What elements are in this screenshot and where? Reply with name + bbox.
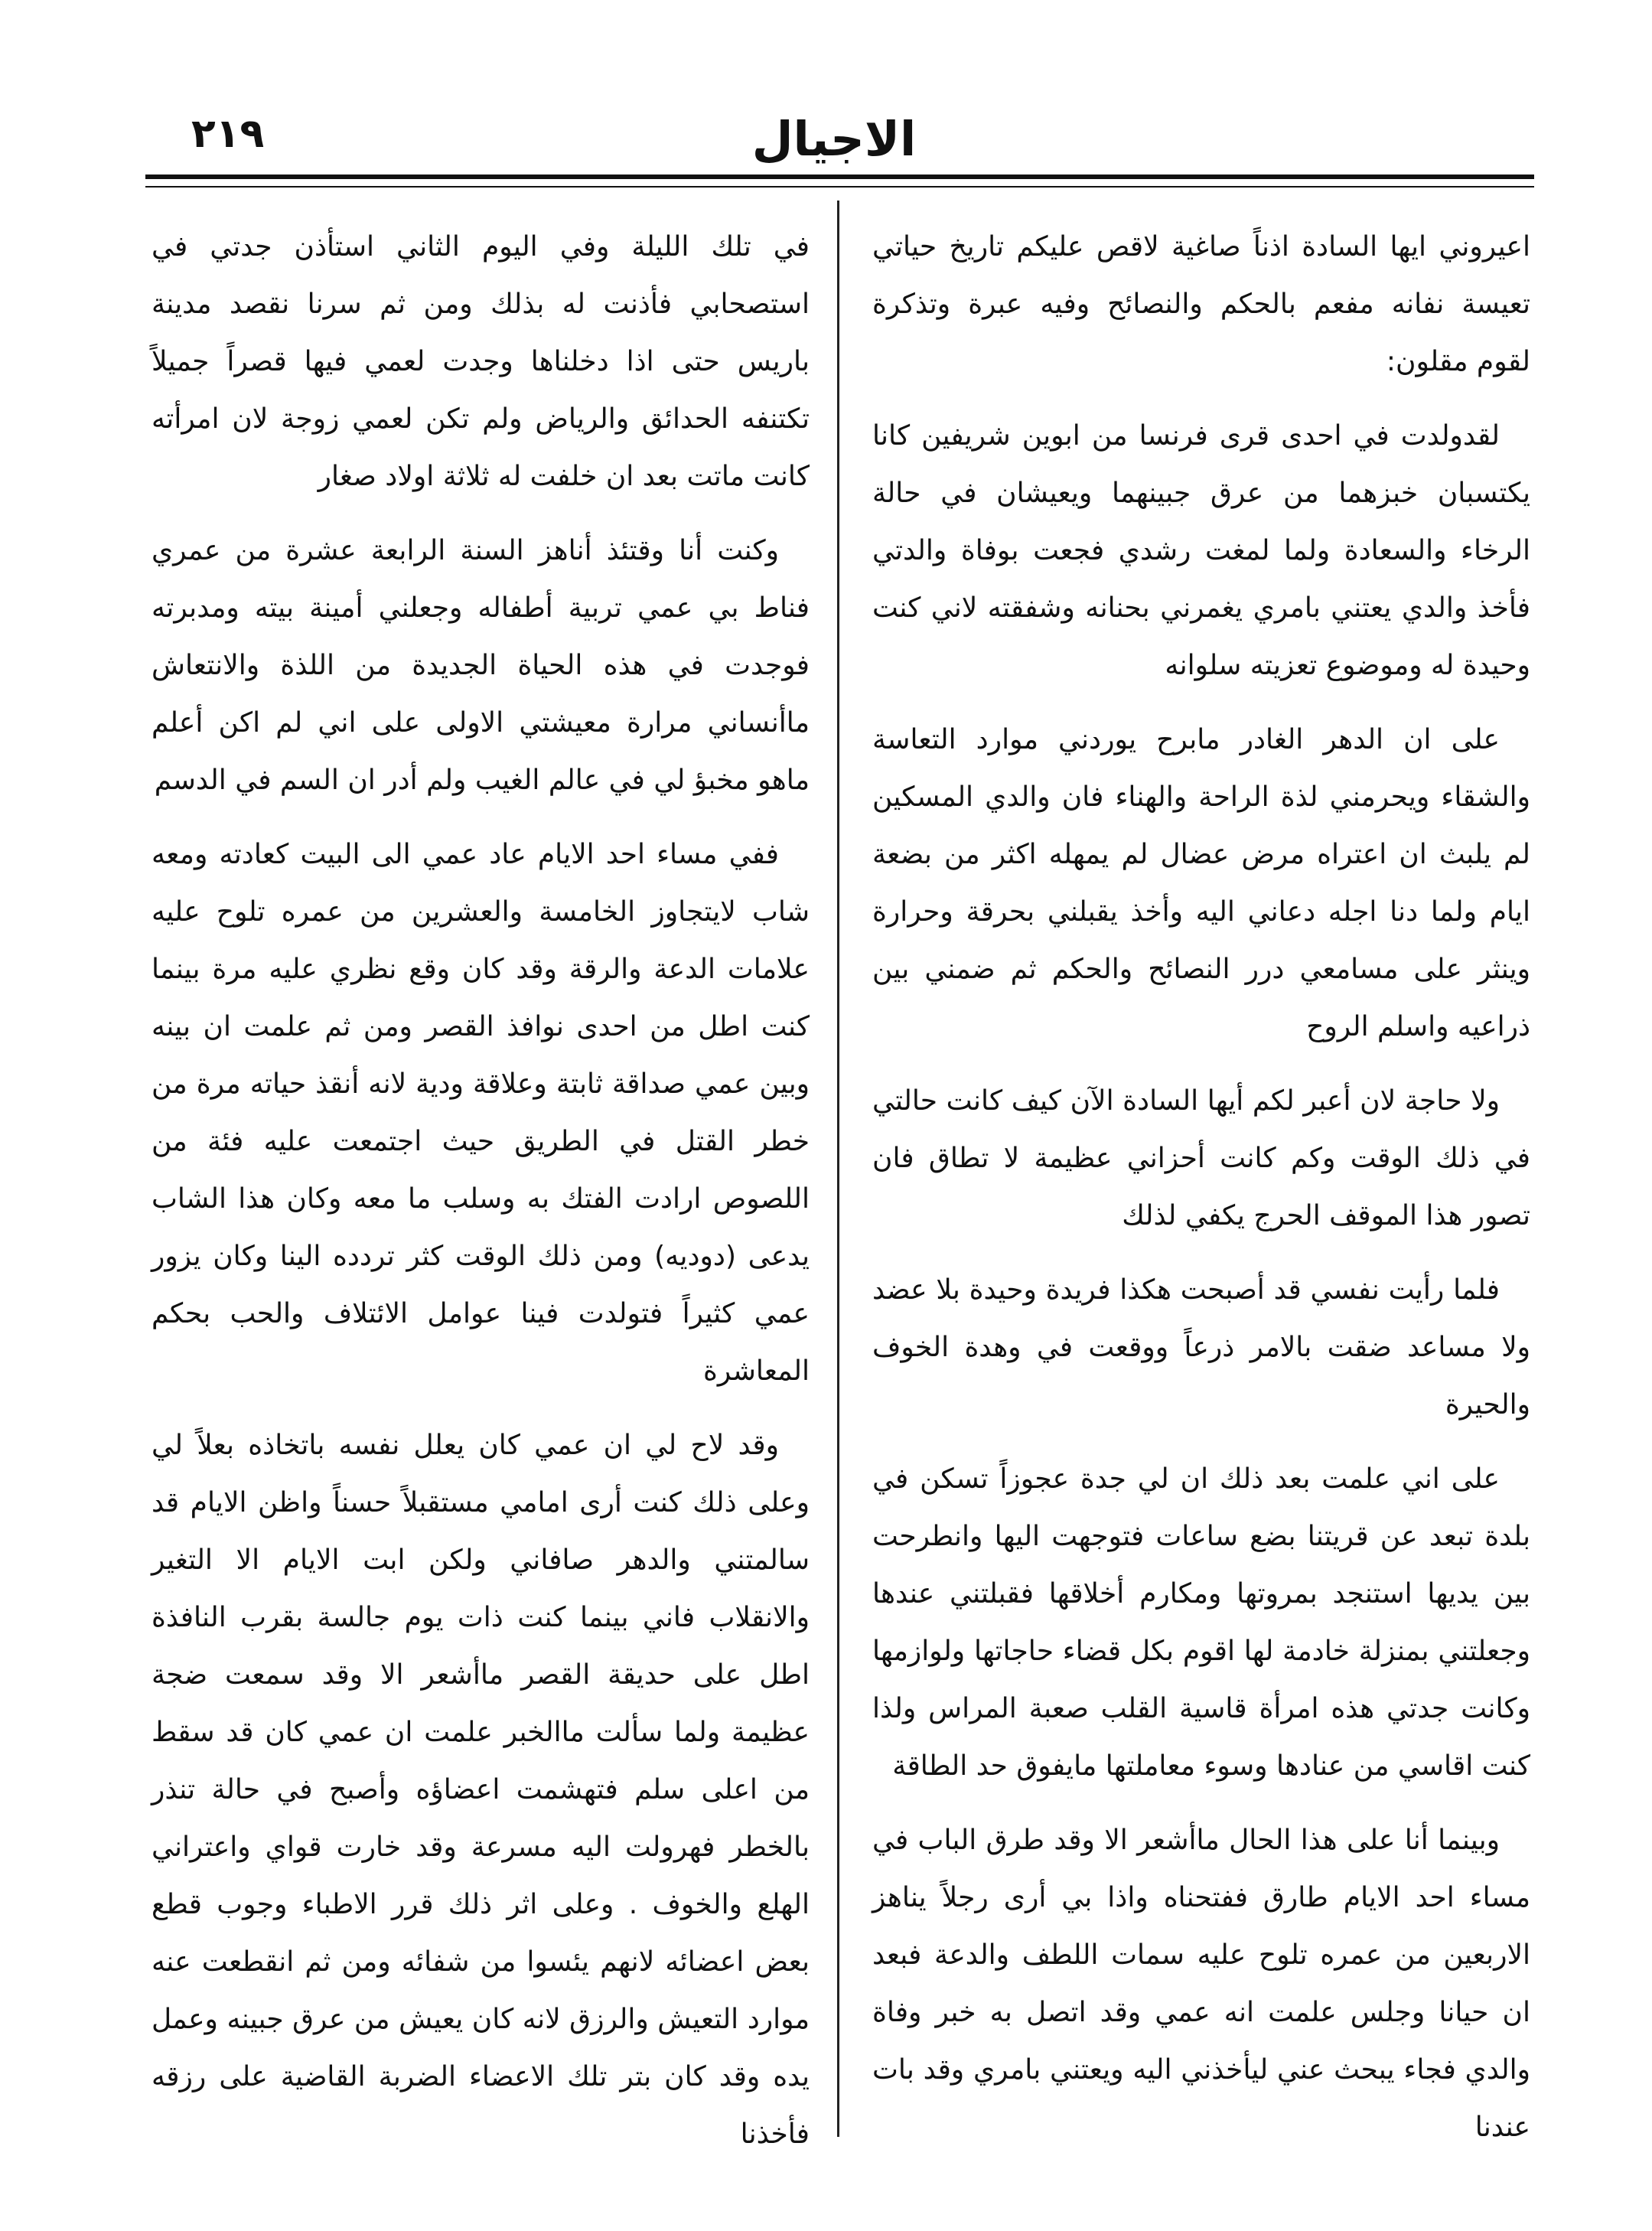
journal-title: الاجيال [751,111,917,167]
page-number: ٢١٩ [191,111,265,157]
header-rule-thin [145,186,1534,188]
column-divider [837,201,839,2137]
right-paragraph: فلما رأيت نفسي قد أصبحت هكذا فريدة وحيدة بلا عضد ولا مساعد ضقت بالامر ذرعاً ووقعت في وهدة الخوف والحيرة [872,1274,1530,1420]
header-rule-thick [145,175,1534,179]
right-paragraph: اعيروني ايها السادة اذناً صاغية لاقص عليكم تاريخ حياتي تعيسة نفانه مفعم بالحكم والنصائح وفيه عبرة وتذكرة لقوم مقلون: [872,231,1530,377]
left-column [152,218,810,2180]
left-paragraph: وكنت أنا وقتئذ أناهز السنة الرابعة عشرة من عمري فناط بي عمي تربية أطفاله وجعلني أمينة بيته ومدبرته فوجدت في هذه الحياة الجديدة من اللذة والانتعاش ماأنساني مرارة معيشتي الاولى على اني لم اكن أعلم ماهو مخبؤ لي في عالم الغيب ولم أدر ان السم في الدسم [152,535,810,796]
running-header [145,111,1523,180]
right-column [872,218,1530,2173]
left-paragraph: في تلك الليلة وفي اليوم الثاني استأذن جدتي في استصحابي فأذنت له بذلك ومن ثم سرنا نقصد مدينة باريس حتى اذا دخلناها وجدت لعمي فيها قصراً جميلاً تكتنفه الحدائق والرياض ولم تكن لعمي زوجة لان امرأته كانت ماتت بعد ان خلفت له ثلاثة اولاد صغار [152,231,810,492]
right-paragraph: على ان الدهر الغادر مابرح يوردني موارد التعاسة والشقاء ويحرمني لذة الراحة والهناء فان والدي المسكين لم يلبث ان اعتراه مرض عضال لم يمهله اكثر من بضعة ايام ولما دنا اجله دعاني اليه وأخذ يقبلني بحرقة وحرارة وينثر على مسامعي درر النصائح والحكم ثم ضمني بين ذراعيه واسلم الروح [872,724,1530,1042]
right-paragraph: لقدولدت في احدى قرى فرنسا من ابوين شريفين كانا يكتسبان خبزهما من عرق جبينهما ويعيشان في حالة الرخاء والسعادة ولما لمغت رشدي فجعت بوفاة والدتي فأخذ والدي يعتني بامري يغمرني بحنانه وشفقته لاني كنت وحيدة له وموضوع تعزيته سلوانه [872,420,1530,681]
left-paragraph: ففي مساء احد الايام عاد عمي الى البيت كعادته ومعه شاب لايتجاوز الخامسة والعشرين من عمره تلوح عليه علامات الدعة والرقة وقد كان وقع نظري عليه مرة بينما كنت اطل من احدى نوافذ القصر ومن ثم علمت ان بينه وبين عمي صداقة ثابتة وعلاقة ودية لانه أنقذ حياته مرة من خطر القتل في الطريق حيث اجتمعت عليه فئة من اللصوص ارادت الفتك به وسلب ما معه وكان هذا الشاب يدعى (دوديه) ومن ذلك الوقت كثر تردده الينا وكان يزور عمي كثيراً فتولدت فينا عوامل الائتلاف والحب بحكم المعاشرة [152,839,810,1387]
left-paragraph: وقد لاح لي ان عمي كان يعلل نفسه باتخاذه بعلاً لي وعلى ذلك كنت أرى امامي مستقبلاً حسناً واظن الايام قد سالمتني والدهر صافاني ولكن ابت الايام الا التغير والانقلاب فاني بينما كنت ذات يوم جالسة بقرب النافذة اطل على حديقة القصر ماأشعر الا وقد سمعت ضجة عظيمة ولما سألت ماالخبر علمت ان عمي كان قد سقط من اعلى سلم فتهشمت اعضاؤه وأصبح في حالة تنذر بالخطر فهرولت اليه مسرعة وقد خارت قواي واعتراني الهلع والخوف . وعلى اثر ذلك قرر الاطباء وجوب قطع بعض اعضائه لانهم يئسوا من شفائه ومن ثم انقطعت عنه موارد التعيش والرزق لانه كان يعيش من عرق جبينه وعمل يده وقد كان بتر تلك الاعضاء الضربة القاضية على رزقه فأخذنا [152,1430,810,2150]
right-paragraph: وبينما أنا على هذا الحال ماأشعر الا وقد طرق الباب في مساء احد الايام طارق ففتحناه واذا بي أرى رجلاً يناهز الاربعين من عمره تلوح عليه سمات اللطف والدعة فبعد ان حيانا وجلس علمت انه عمي وقد اتصل به خبر وفاة والدي فجاء يبحث عني ليأخذني اليه ويعتني بامري وقد بات عندنا [872,1825,1530,2143]
right-paragraph: على اني علمت بعد ذلك ان لي جدة عجوزاً تسكن في بلدة تبعد عن قريتنا بضع ساعات فتوجهت اليها وانطرحت بين يديها استنجد بمروتها ومكارم أخلاقها فقبلتني عندها وجعلتني بمنزلة خادمة لها اقوم بكل قضاء حاجاتها ولوازمها وكانت جدتي هذه امرأة قاسية القلب صعبة المراس ولذا كنت اقاسي من عنادها وسوء معاملتها مايفوق حد الطاقة [872,1463,1530,1782]
right-paragraph: ولا حاجة لان أعبر لكم أيها السادة الآن كيف كانت حالتي في ذلك الوقت وكم كانت أحزاني عظيمة لا تطاق فان تصور هذا الموقف الحرج يكفي لذلك [872,1085,1530,1231]
